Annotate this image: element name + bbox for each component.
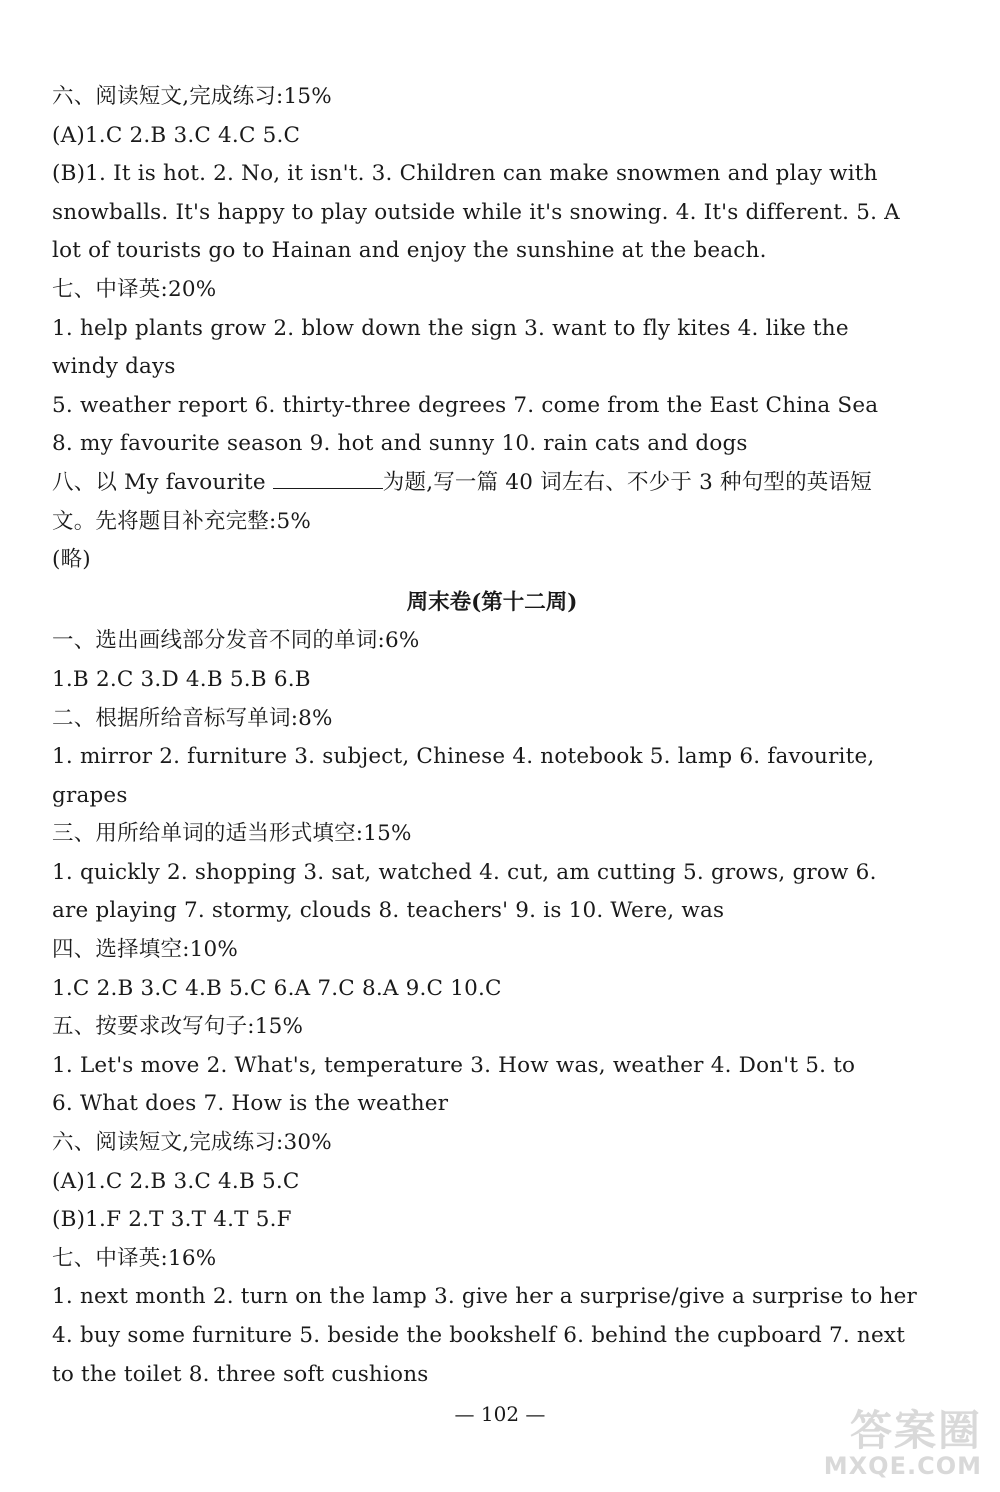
text-line: 6. What does 7. How is the weather (52, 1091, 449, 1117)
text-line: 五、按要求改写句子:15% (52, 1014, 304, 1040)
text-line: 1.B 2.C 3.D 4.B 5.B 6.B (52, 666, 311, 692)
task8-suffix: 为题,写一篇 40 词左右、不少于 3 种句型的英语短 (382, 469, 872, 495)
text-line: snowballs. It's happy to play outside while it's snowing. 4. It's different. 5. A (52, 199, 900, 225)
text-line: 六、阅读短文,完成练习:15% (52, 84, 332, 109)
text-line: (B)1.F 2.T 3.T 4.T 5.F (52, 1207, 292, 1233)
task8-omitted: (略) (52, 547, 91, 573)
text-line: 二、根据所给音标写单词:8% (52, 705, 333, 731)
task8-blank (273, 468, 383, 489)
answer-page (52, 78, 932, 1394)
text-line: (A)1.C 2.B 3.C 4.B 5.C (52, 1168, 300, 1194)
task8-line2: 文。先将题目补充完整:5% (52, 508, 311, 534)
text-line: are playing 7. stormy, clouds 8. teachers' 9. is 10. Were, was (52, 898, 725, 924)
text-line: grapes (52, 782, 128, 808)
text-line: 六、阅读短文,完成练习:30% (52, 1130, 332, 1156)
text-line: 5. weather report 6. thirty-three degrees 7. come from the East China Sea (52, 392, 879, 418)
text-line: lot of tourists go to Hainan and enjoy the sunshine at the beach. (52, 238, 767, 264)
text-line: 1. Let's move 2. What's, temperature 3. How was, weather 4. Don't 5. to (52, 1052, 856, 1078)
text-line: windy days (52, 354, 176, 380)
text-line: 七、中译英:20% (52, 276, 217, 302)
watermark-logo-text: 答案圈 (849, 1406, 982, 1455)
page-number: — 102 — (454, 1402, 546, 1426)
text-line: 8. my favourite season 9. hot and sunny 10. rain cats and dogs (52, 431, 748, 457)
text-line: 4. buy some furniture 5. beside the bookshelf 6. behind the cupboard 7. next (52, 1323, 906, 1348)
text-line: 1.C 2.B 3.C 4.B 5.C 6.A 7.C 8.A 9.C 10.C (52, 975, 502, 1001)
week-title: 周末卷(第十二周) (406, 589, 578, 615)
section-block-1 (52, 78, 932, 464)
text-line: 1. help plants grow 2. blow down the sign 3. want to fly kites 4. like the (52, 315, 849, 341)
text-line: 1. next month 2. turn on the lamp 3. give her a surprise/give a surprise to her (52, 1284, 917, 1310)
task8-prefix: 八、以 My favourite (52, 469, 273, 495)
section-block-2 (52, 622, 932, 1394)
watermark-site-text: MXQE.COM (823, 1452, 982, 1480)
text-line: 七、中译英:16% (52, 1245, 217, 1271)
watermark-logo (777, 1398, 982, 1480)
text-line: 一、选出画线部分发音不同的单词:6% (52, 628, 420, 654)
text-line: to the toilet 8. three soft cushions (52, 1361, 429, 1387)
text-line: 四、选择填空:10% (52, 937, 239, 963)
text-line: 1. mirror 2. furniture 3. subject, Chinese 4. notebook 5. lamp 6. favourite, (52, 744, 875, 770)
text-line: (A)1.C 2.B 3.C 4.C 5.C (52, 122, 301, 148)
text-line: 三、用所给单词的适当形式填空:15% (52, 821, 412, 847)
text-line: 1. quickly 2. shopping 3. sat, watched 4. cut, am cutting 5. grows, grow 6. (52, 859, 877, 885)
task8-line (52, 464, 932, 503)
text-line: (B)1. It is hot. 2. No, it isn't. 3. Children can make snowmen and play with (52, 161, 878, 187)
